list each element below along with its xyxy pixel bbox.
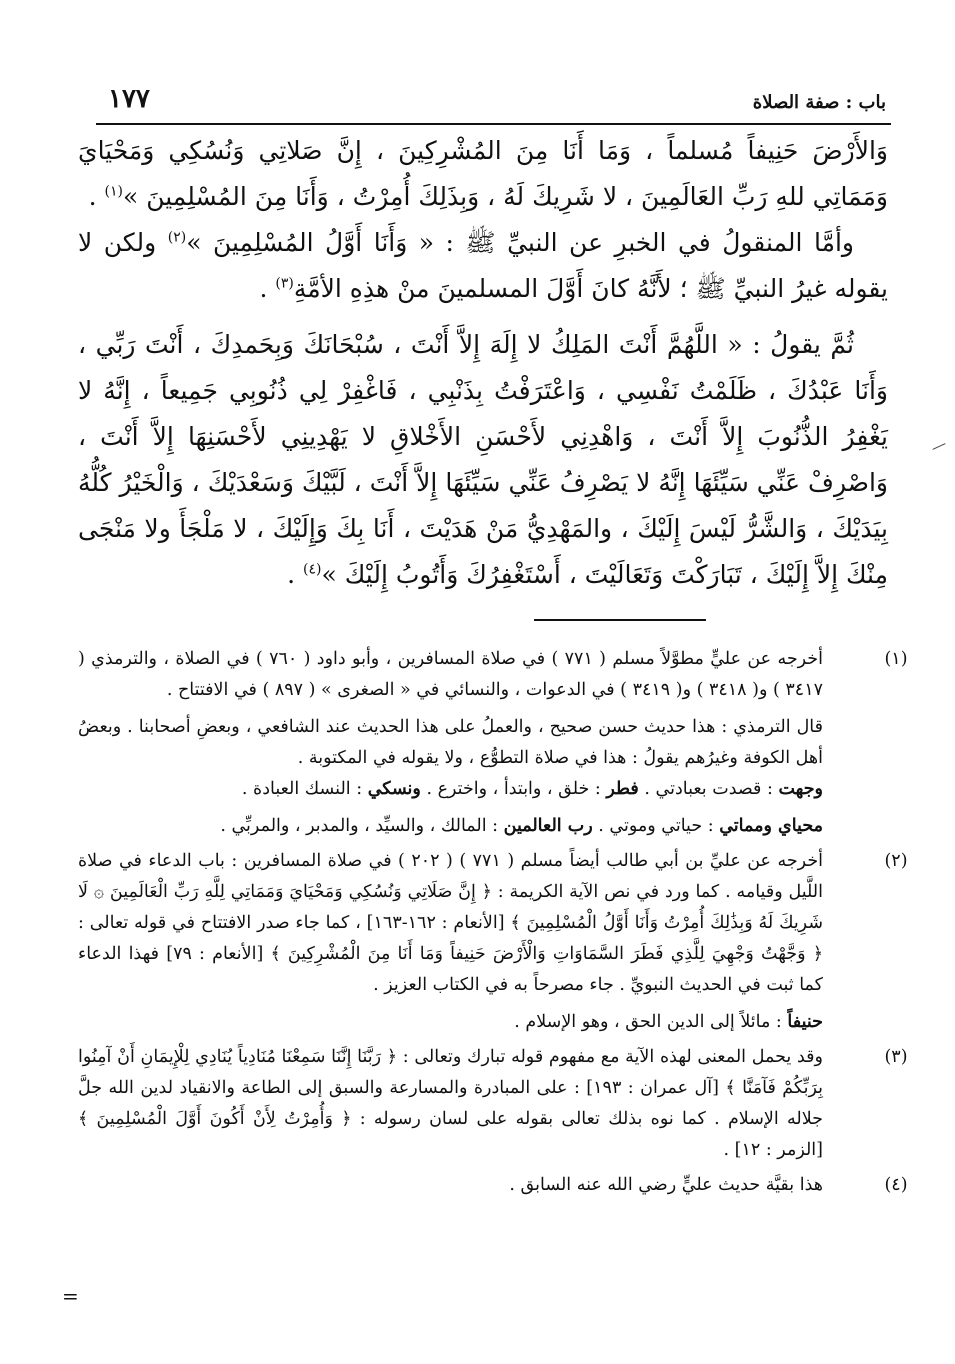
gloss-term: وجهت: [778, 779, 823, 799]
footnote-2-glossary: [78, 1007, 823, 1038]
page-header: [96, 84, 886, 124]
paragraph-3: [78, 322, 888, 598]
footnote-3-text: وقد يحمل المعنى لهذه الآية مع مفهوم قوله تبارك وتعالى : ﴿ رَبَّنَا إِنَّنَا سَمِعْنَا مُنَادِياً يُنَادِي لِلْإِيمَانِ أَنْ آمِنُوا بِرَبِّكُمْ فَآمَنَّا ﴾ [آل عمران : ١٩٣] : على المبادرة والمسارعة والسبق إلى الطاعة والانقياد لدين الله جلَّ جلاله الإسلام . كما نوه بذلك تعالى بقوله على لسان رسوله : ﴿ وَأُمِرْتُ لِأَنْ أَكُونَ أَوَّلَ الْمُسْلِمِينَ ﴾ [الزمر : ١٢] .: [78, 1047, 823, 1160]
gloss-term: ونسكي: [367, 779, 421, 799]
paragraph-1-text: وَالأَرْضَ حَنِيفاً مُسلماً ، وَمَا أَنَا مِنَ المُشْرِكِينَ ، إِنَّ صَلاتِي وَنُسُكِي وَمَحْيَايَ وَمَمَاتِي للهِ رَبِّ العَالَمِينَ ، لا شَرِيكَ لَهُ ، وَبِذَلِكَ أُمِرْتُ ، وَأَنَا مِنَ المُسْلِمِينَ »: [78, 136, 888, 211]
margin-tick: [932, 443, 945, 450]
gloss-def: : مائلاً إلى الدين الحق ، وهو الإسلام .: [514, 1012, 782, 1032]
footnote-separator: [534, 619, 706, 621]
header-rule: [96, 123, 891, 125]
gloss-def: : النسك العبادة .: [241, 779, 363, 799]
footnote-1-glossary-b: [78, 811, 823, 842]
gloss-term: فطر: [606, 779, 639, 799]
paragraph-1-end: .: [88, 182, 97, 211]
paragraph-1: [78, 128, 888, 220]
footnote-4: [78, 1170, 908, 1201]
paragraph-3-end: .: [287, 560, 296, 589]
footnote-number: (٣): [884, 1047, 908, 1067]
footnote-1-glossary-a: [78, 774, 823, 805]
gloss-term: محياي ومماتي: [719, 816, 823, 836]
footnote-1-tirmidhi-comment: قال الترمذي : هذا حديث حسن صحيح ، والعملُ على هذا الحديث عند الشافعي ، وبعضِ أصحابنا . وبعضُ أهل الكوفة وغيرُهم يقولُ : هذا في صلاة التطوُّع ، ولا يقوله في المكتوبة .: [78, 717, 823, 768]
gloss-def: : خلق ، وابتدأ ، واخترع .: [426, 779, 601, 799]
gloss-def: : قصدت بعبادتي .: [644, 779, 773, 799]
margin-mark: =: [62, 1284, 79, 1308]
footnote-4-text: هذا بقيَّة حديث عليٍّ رضي الله عنه السابق .: [509, 1175, 823, 1195]
footnote-3: [78, 1042, 908, 1166]
chapter-title: باب : صفة الصلاة: [752, 92, 886, 113]
paragraph-2-text-b: ولكن لا يقوله غيرُ النبيِّ ﷺ ؛ لأَنَّهُ كانَ أَوَّلَ المسلمينَ منْ هذِهِ الأمَّةِ: [78, 228, 888, 303]
footnote-ref-3: (٣): [275, 275, 294, 292]
paragraph-3-text: ثُمَّ يقولُ : « اللَّهُمَّ أَنْتَ المَلِكُ لا إِلَهَ إِلاَّ أَنْتَ ، سُبْحَانَكَ وَبِحَمدِكَ ، أَنْتَ رَبِّي ، وَأَنَا عَبْدُكَ ، ظَلَمْتُ نَفْسِي ، وَاعْتَرَفْتُ بِذَنْبِي ، فَاغْفِرْ لِي ذُنُوبِي جَمِيعاً ، إِنَّهُ لا يَغْفِرُ الذُّنُوبَ إِلاَّ أَنْتَ ، وَاهْدِنِي لأَحْسَنِ الأَخْلاقِ لا يَهْدِينِي لأَحْسَنِهَا إِلاَّ أَنْتَ ، وَاصْرِفْ عَنِّي سَيِّئَهَا إِنَّهُ لا يَصْرِفُ عَنِّي سَيِّئَهَا إِلاَّ أَنْتَ ، لَبَّيْكَ وَسَعْدَيْكَ ، وَالْخَيْرُ كُلُّهُ بِيَدَيْكَ ، وَالشَّرُّ لَيْسَ إِلَيْكَ ، والمَهْدِيُّ مَنْ هَدَيْتَ ، أَنَا بِكَ وَإِلَيْكَ ، لا مَلْجَأَ ولا مَنْجَى مِنْكَ إِلاَّ إِلَيْكَ ، تَبَارَكْتَ وَتَعَالَيْتَ ، أَسْتَغْفِرُكَ وَأَتُوبُ إِلَيْكَ »: [78, 330, 888, 589]
paragraph-2-end: .: [259, 274, 268, 303]
paragraph-2: [78, 220, 888, 312]
footnote-2-text: أخرجه عن عليِّ بن أبي طالب أيضاً مسلم ( ٧٧١ ) ( ٢٠٢ ) في صلاة المسافرين : باب الدعاء في صلاة اللَّيل وقيامه . كما ورد في نص الآية الكريمة : ﴿ إِنَّ صَلَاتِي وَنُسُكِي وَمَحْيَايَ وَمَمَاتِي لِلَّهِ رَبِّ الْعَالَمِينَ ۞ لَا شَرِيكَ لَهُ وَبِذَٰلِكَ أُمِرْتُ وَأَنَا أَوَّلُ الْمُسْلِمِينَ ﴾ [الأنعام : ١٦٢-١٦٣] ، كما جاء صدر الافتتاح في قوله تعالى : ﴿ وَجَّهْتُ وَجْهِيَ لِلَّذِي فَطَرَ السَّمَاوَاتِ وَالْأَرْضَ حَنِيفاً وَمَا أَنَا مِنَ الْمُشْرِكِينَ ﴾ [الأنعام : ٧٩] فهذا الدعاء كما ثبت في الحديث النبويِّ . جاء مصرحاً به في الكتاب العزيز .: [78, 851, 824, 995]
main-text: [78, 128, 888, 598]
footnote-number: (١): [884, 649, 908, 669]
footnote-1: [78, 644, 908, 842]
gloss-def: : المالك ، والسيِّد ، والمدبر ، والمربِّي .: [220, 816, 499, 836]
paragraph-2-text-a: وأمَّا المنقولُ في الخبرِ عن النبيِّ ﷺ : « وَأَنَا أَوَّلُ المُسْلِمِينَ »: [186, 228, 854, 257]
gloss-term: رب العالمين: [503, 816, 593, 836]
footnote-2: [78, 846, 908, 1038]
gloss-def: : حياتي وموتي .: [598, 816, 714, 836]
footnote-1-text: أخرجه عن عليٍّ مطوَّلاً مسلم ( ٧٧١ ) في صلاة المسافرين ، وأبو داود ( ٧٦٠ ) في الصلاة ، والترمذي ( ٣٤١٧ ) و( ٣٤١٨ ) و( ٣٤١٩ ) في الدعوات ، والنسائي في « الصغرى » ( ٨٩٧ ) في الافتتاح .: [78, 649, 823, 700]
footnote-ref-2: (٢): [167, 229, 187, 246]
footnote-ref-4: (٤): [303, 561, 322, 578]
footnote-ref-1: (١): [104, 183, 123, 200]
footnotes: [78, 644, 908, 1201]
gloss-term: حنيفاً: [787, 1012, 823, 1032]
page-number: ١٧٧: [108, 84, 150, 114]
footnote-number: (٤): [884, 1175, 908, 1195]
footnote-number: (٢): [884, 851, 908, 871]
